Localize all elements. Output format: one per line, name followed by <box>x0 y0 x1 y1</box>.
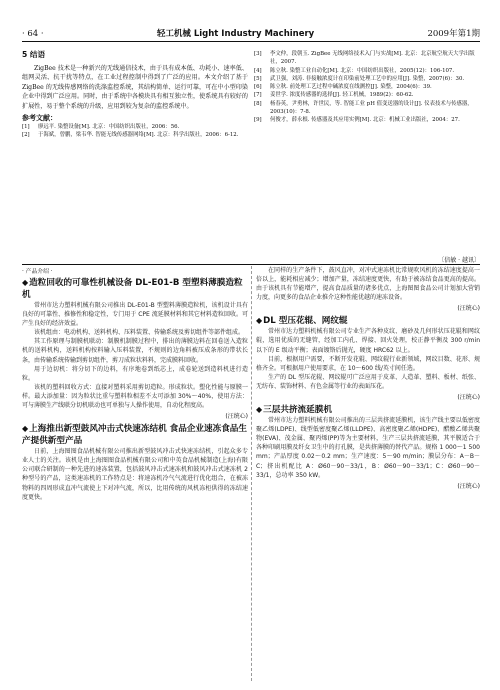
bullet-icon: ◆ <box>256 316 263 326</box>
conclusion-column <box>22 50 248 140</box>
news-paragraph: 生产的 DL 型压花辊、网纹辊可广泛应用于皮革、人造革、塑料、板材、纸张、无纺布、装饰材料、有色金属等行业的表面压花。 <box>256 373 480 390</box>
news-title: ◆三层共挤流延膜机 <box>256 405 332 416</box>
reference-item: [2] 于海斌，曾鹏，梁韦华. 智能无线传感器网络[M]. 北京：科学出版社，2006：6-12. <box>22 132 239 139</box>
news-column-right <box>256 266 480 493</box>
news-column-left <box>22 266 248 502</box>
reference-item: [6] 陈立秋. 前处理工艺过程中碱浓度在线测控[J]. 染整，2004(6)：39. <box>254 84 432 91</box>
news-title: ◆上海推出新型鼓风冲击式快速冻结机 食品企业速冻食品生产提供新型产品 <box>22 424 247 447</box>
bullet-icon: ◆ <box>22 278 29 287</box>
news-title: ◆DL 型压花辊、网纹辊 <box>256 316 348 327</box>
news-paragraph: 该机组由：电动机构、送料机构、压料装置、传输系统及剪切组件等部件组成。 <box>34 329 245 337</box>
journal-name: 轻工机械 Light Industry Machinery <box>156 29 315 39</box>
news-paragraph: 用于边切机：将分切下的边料，有序地卷到纸芯上，成卷轮送到造料机进行造粒。 <box>22 365 248 382</box>
references-column <box>254 50 480 125</box>
section-divider <box>22 264 480 265</box>
references-title: 参考文献： <box>22 113 57 122</box>
running-header <box>22 28 480 42</box>
reference-item: [4] 陈立秋. 染整工业自动化[M]. 北京：中国纺织出版社，2005(12)：106-107. <box>254 67 455 74</box>
page-number: · 64 · <box>22 29 44 39</box>
reference-item: [7] 姜世学. 浓度传感器的选择[J]. 轻工机械，1989(2)：60-62. <box>254 92 414 99</box>
bullet-icon: ◆ <box>22 424 29 434</box>
news-title: ◆造粒回收的可靠性机械设备 DL-E01-B 型塑料薄膜造粒机 <box>22 278 243 300</box>
reference-item: [8] 杨春英，尹勇林，许世民，等. 智能工业 pH 值变送器的设计[J]. 仪表技术与传感器，2003(10)：7-8. <box>254 100 473 116</box>
news-paragraph: 常州市达力塑料机械有限公司专业生产各种皮纹、磨砂及几何形状压花辊和网纹辊，选用优质的无缝管，经加工内孔、焊接、回火处理，校正静平衡及 300 r/min 以下的 E 级动平衡；表面镀铬后抛光，硬度 HRC62 以上。 <box>256 328 480 354</box>
news-credit: (汪统心) <box>225 413 248 421</box>
news-paragraph: 目前，根据用户需要，不断开发花辊、网纹辊行业新领域，网纹目数、花形、规格齐全。可根据用户使用要求，在 10～600 线/英寸间任选。 <box>256 355 480 372</box>
news-paragraph: 常州市达力塑料机械有限公司推出 DL-E01-B 型塑料薄膜造粒机，该机设计具有良好的可靠性、推修性和稳定性，专门用于 CPE 流延膜材料和其它材料造粒回收。可产生良好的经济效益。 <box>22 302 248 328</box>
reference-item: [5] 武卫强，刘涛. 非接触浓度计在印染前处理工艺中的应用[J]. 染整，2007(6)：30. <box>254 75 465 82</box>
news-paragraph: 日前，上海图图食品机械有限公司推出新型鼓风冲击式快速冻结机，引起众多专业人士的关注。该机是由上海图图食品机械有限公司和中英食品机械制造(上海)有限公司联合研制的一种先进的速冻装置，包括鼓风冲击式速冻机和鼓风冲击式速冻机 2 种型号的产品，这类速冻机的工作特点是：将速冻机冷气气流进行优化组合，在被冻物料的四周形成直冲气流使上下对冲气流，所以，比用传统的风机冻柜供得的冻结速度更快。 <box>22 448 248 501</box>
issue-label: 2009年第1期 <box>427 29 480 39</box>
news-paragraph: 其工作原理与制膜机联动：制膜机制膜过程中，排出的薄膜边料在回卷送入造粒机的送料机构，送料机构按料输入压料装置，不规则的边角料被压成条形的带状长条，由传输系统传输到剪切组件，剪刀成粒状料料，完成膜料回收。 <box>22 338 248 364</box>
news-credit: (汪统心) <box>457 394 480 402</box>
reference-item: [1] 廖远平. 染整设备[M]. 北京：中国纺织出版社，2006：56. <box>22 124 180 131</box>
section-tag: · 产品介绍 · <box>22 269 53 275</box>
reference-item: [3] 李文仲，段朝玉. ZigBee 无线网络技术入门与实战[M]. 北京：北京航空航天大学出版社，2007. <box>254 51 475 66</box>
bullet-icon: ◆ <box>256 405 263 415</box>
reference-item: [9] 何俊才，薛永根. 传感器及其应用实例[M]. 北京：机械工业出版社，2004：27. <box>254 117 460 124</box>
news-paragraph: 常州市达力塑料机械有限公司推出的三层共挤流延膜机，该生产线主要以低密度聚乙烯(LDPE)、线型低密度聚乙烯(LLDPE)、高密度聚乙烯(HDPE)、醋酸乙烯共聚物(EVA)、茂金属、聚丙烯(PP)等为主要材料，生产三层共挤流延膜，其平膜适合于各种印刷用膜及纤女卫生中的打孔膜，是共挤薄膜的替代产品。规格 1 000～1 500 mm；产品厚度 0.02～0.2 mm；生产速度：5～90 m/min；膜层分布：A－B－C；挤出机配比 A：Ø60－90－33/1，B：Ø60－90－33/1；C：Ø60－90－33/1，总功率 350 kW。 <box>256 417 480 479</box>
conclusion-body: ZigBee 技术是一种新兴的无线通信技术，由于具有成本低、功耗小、速率低、组网灵活、抗干扰等特点，在工业过程控制中得到了广泛的应用。本文介绍了基于 ZigBee 的无线传感网络的洗涤监控系统，其结构简单、运行可靠，可在中小型印染企业中得到广泛应用。同时，由于系统中各模块具有相互独立性，使系统具有较好的扩展性，易于整个系统的升级，应用到较为复杂的监控系统中。 <box>22 64 248 110</box>
news-paragraph: 该机的塑料回收方式：直接对塑料采用剪切造粒。形成粒状。塑化性能与原膜一样。最大添加量：因为粒状比重与塑料粒相差不太可添加 30%～40%，使用方法：可与薄膜生产线联分切机联动也可单独与人操作使用，自动化程度高。 <box>22 383 248 410</box>
news-credit: (汪统心) <box>457 305 480 313</box>
editor-credit: 〔信敏 · 越讯〕 <box>438 257 480 264</box>
news-credit: (汪统心) <box>457 482 480 490</box>
news-paragraph: 在同样的生产条件下，鼓风直冲，对冲式速冻机比常规吹风机的冻结速度提高一倍以上，能耗相应减少；增加产量，冻结速度更快，有助于被冻结食品更高的提高。由于该机具有节能增产，提高食品质量的诸多优点，上海图图食品公司计划加大营销力度，向更多的食品企业推介这种性能优越的速冻设备。 <box>256 267 480 302</box>
column-divider <box>251 266 252 681</box>
conclusion-title: 5 结语 <box>22 50 46 59</box>
